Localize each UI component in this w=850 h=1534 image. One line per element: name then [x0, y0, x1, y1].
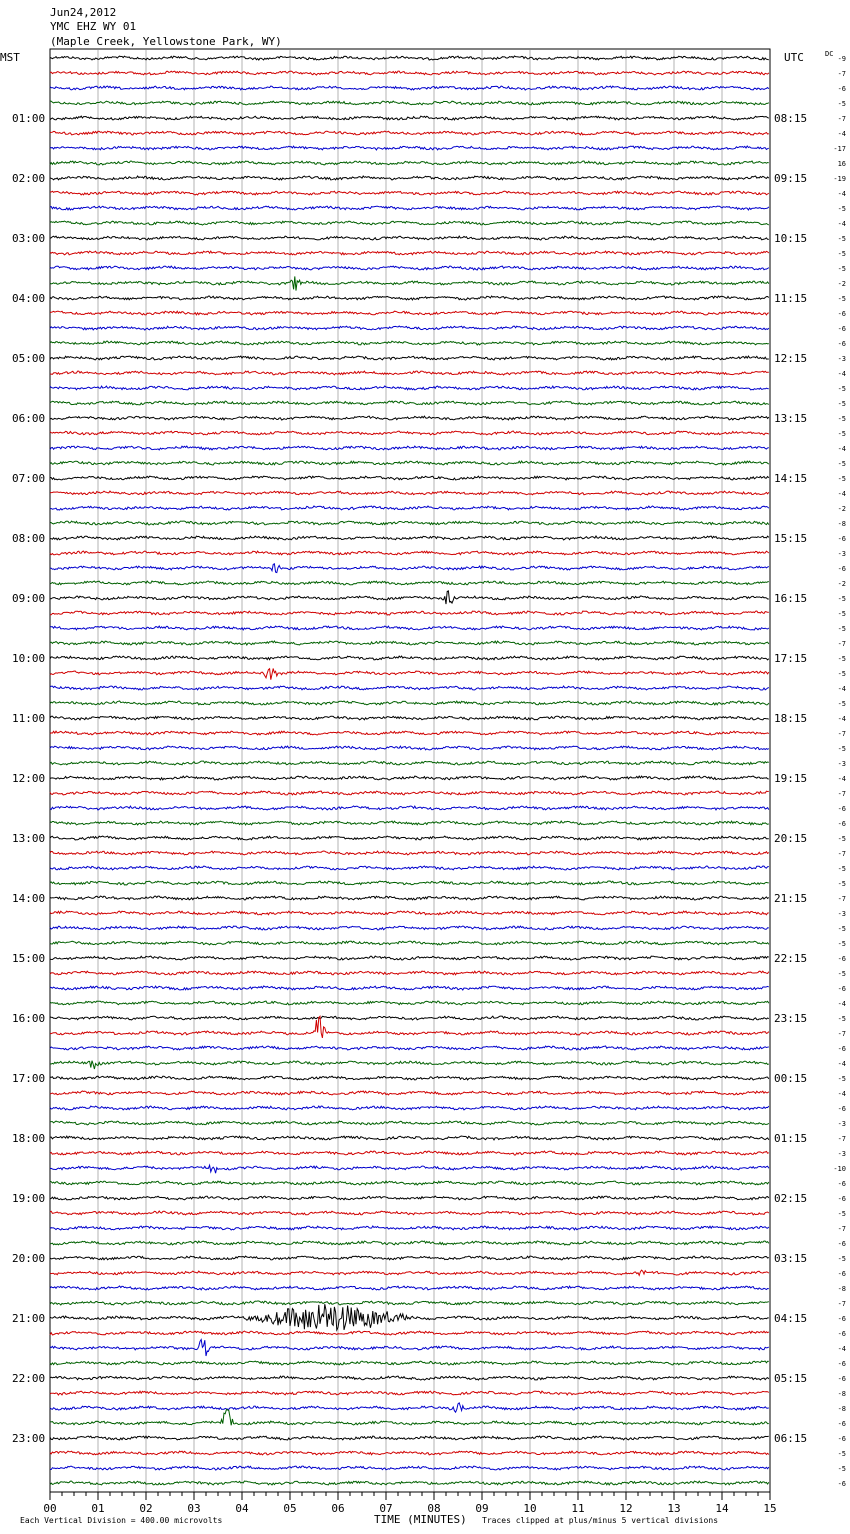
- trace-line: [50, 1196, 769, 1200]
- right-hour-label: 18:15: [774, 712, 808, 725]
- x-axis-title: TIME (MINUTES): [374, 1513, 467, 1526]
- trace-line: [50, 1061, 769, 1069]
- right-hour-label: 02:15: [774, 1192, 808, 1205]
- trace-line: [50, 521, 769, 525]
- dc-label: DC: [825, 50, 834, 58]
- dc-offset-label: -5: [837, 100, 846, 108]
- left-hour-label: 23:00: [12, 1432, 46, 1445]
- left-hour-label: 02:00: [12, 172, 46, 185]
- dc-offset-label: -5: [837, 295, 846, 303]
- left-hour-labels: [12, 112, 45, 1445]
- trace-line: [50, 836, 769, 840]
- trace-line: [50, 536, 769, 540]
- dc-offset-label: -5: [837, 415, 846, 423]
- dc-offset-label: -6: [837, 1195, 846, 1203]
- x-tick-label: 13: [667, 1502, 681, 1515]
- trace-line: [50, 71, 769, 75]
- dc-offset-label: -6: [837, 1270, 846, 1278]
- dc-offset-label: -4: [837, 190, 846, 198]
- dc-offset-label: -6: [837, 85, 846, 93]
- left-hour-label: 09:00: [12, 592, 46, 605]
- trace-line: [50, 776, 769, 780]
- right-zone-label: UTC: [784, 51, 804, 64]
- dc-offset-label: -5: [837, 700, 846, 708]
- dc-offset-label: -5: [837, 880, 846, 888]
- x-tick-label: 14: [715, 1502, 729, 1515]
- trace-line: [50, 956, 769, 960]
- left-hour-label: 15:00: [12, 952, 46, 965]
- trace-line: [50, 1301, 769, 1305]
- left-hour-label: 07:00: [12, 472, 46, 485]
- x-tick-label: 11: [571, 1502, 585, 1515]
- dc-offset-label: -7: [837, 850, 846, 858]
- trace-line: [50, 851, 769, 855]
- dc-offset-label: -5: [837, 460, 846, 468]
- trace-line: [50, 131, 769, 135]
- right-hour-label: 22:15: [774, 952, 808, 965]
- x-tick-label: 08: [427, 1502, 441, 1515]
- right-hour-label: 14:15: [774, 472, 808, 485]
- dc-offset-label: -4: [837, 220, 846, 228]
- left-hour-label: 04:00: [12, 292, 46, 305]
- dc-offset-label: -10: [833, 1165, 846, 1173]
- trace-line: [50, 416, 769, 420]
- dc-offset-label: -4: [837, 775, 846, 783]
- trace-line: [50, 1076, 769, 1080]
- dc-offset-label: -4: [837, 715, 846, 723]
- x-tick-label: 02: [139, 1502, 153, 1515]
- trace-line: [50, 926, 769, 930]
- dc-offset-label: -5: [837, 235, 846, 243]
- trace-line: [50, 669, 769, 680]
- dc-offset-label: -4: [837, 1060, 846, 1068]
- trace-line: [50, 1046, 769, 1050]
- right-hour-label: 00:15: [774, 1072, 808, 1085]
- trace-line: [50, 1451, 769, 1455]
- trace-line: [50, 176, 769, 180]
- dc-offset-label: -5: [837, 400, 846, 408]
- trace-line: [50, 1001, 769, 1005]
- dc-offset-label: -7: [837, 1300, 846, 1308]
- trace-line: [50, 1091, 769, 1095]
- dc-offset-label: -6: [837, 955, 846, 963]
- dc-offset-label: -7: [837, 115, 846, 123]
- trace-line: [50, 564, 769, 573]
- x-tick-label: 05: [283, 1502, 297, 1515]
- left-hour-label: 01:00: [12, 112, 46, 125]
- dc-offset-label: -6: [837, 1360, 846, 1368]
- left-hour-label: 17:00: [12, 1072, 46, 1085]
- dc-offset-label: -5: [837, 250, 846, 258]
- trace-line: [50, 551, 769, 555]
- dc-offset-label: -6: [837, 1315, 846, 1323]
- dc-offset-label: -6: [837, 310, 846, 318]
- trace-line: [50, 881, 769, 885]
- trace-line: [50, 1016, 769, 1020]
- dc-offset-label: -6: [837, 1435, 846, 1443]
- dc-offset-label: -8: [837, 1285, 846, 1293]
- left-hour-label: 03:00: [12, 232, 46, 245]
- trace-line: [50, 236, 769, 240]
- dc-offset-label: -4: [837, 1345, 846, 1353]
- vertical-division-note: Each Vertical Division = 400.00 microvolts: [20, 1516, 223, 1525]
- right-hour-label: 03:15: [774, 1252, 808, 1265]
- dc-offset-label: -4: [837, 685, 846, 693]
- time-axis: [43, 1492, 776, 1515]
- dc-offset-label: -2: [837, 280, 846, 288]
- trace-line: [50, 206, 769, 210]
- x-tick-label: 01: [91, 1502, 105, 1515]
- dc-offset-label: -8: [837, 1405, 846, 1413]
- dc-offset-label: -2: [837, 580, 846, 588]
- dc-offset-label: -6: [837, 1330, 846, 1338]
- trace-line: [50, 461, 769, 465]
- right-hour-label: 21:15: [774, 892, 808, 905]
- dc-offset-label: -6: [837, 985, 846, 993]
- trace-line: [50, 641, 769, 645]
- right-hour-label: 13:15: [774, 412, 808, 425]
- dc-offset-label: -7: [837, 730, 846, 738]
- right-hour-label: 06:15: [774, 1432, 808, 1445]
- trace-line: [50, 1331, 769, 1335]
- dc-offset-label: -5: [837, 670, 846, 678]
- left-hour-label: 11:00: [12, 712, 46, 725]
- trace-line: [50, 656, 769, 660]
- dc-offset-label: -5: [837, 835, 846, 843]
- trace-line: [50, 386, 769, 390]
- record-date: Jun24,2012: [50, 6, 117, 19]
- trace-line: [50, 356, 769, 360]
- trace-line: [50, 1181, 769, 1185]
- x-tick-label: 04: [235, 1502, 249, 1515]
- x-tick-label: 06: [331, 1502, 345, 1515]
- left-hour-label: 06:00: [12, 412, 46, 425]
- dc-offset-label: -6: [837, 1180, 846, 1188]
- trace-line: [50, 971, 769, 975]
- trace-line: [50, 1226, 769, 1230]
- x-tick-label: 03: [187, 1502, 201, 1515]
- dc-offset-label: -8: [837, 1390, 846, 1398]
- dc-offset-label: -7: [837, 1135, 846, 1143]
- dc-offset-label: -5: [837, 970, 846, 978]
- x-tick-label: 15: [763, 1502, 777, 1515]
- trace-line: [50, 866, 769, 870]
- dc-offset-label: -5: [837, 655, 846, 663]
- trace-line: [50, 56, 769, 60]
- right-hour-label: 08:15: [774, 112, 808, 125]
- dc-offset-label: -5: [837, 865, 846, 873]
- dc-offset-label: -3: [837, 550, 846, 558]
- trace-line: [50, 506, 769, 510]
- left-hour-label: 12:00: [12, 772, 46, 785]
- clip-note: Traces clipped at plus/minus 5 vertical divisions: [482, 1516, 719, 1525]
- trace-line: [50, 401, 769, 405]
- right-hour-label: 04:15: [774, 1312, 808, 1325]
- dc-offset-label: -5: [837, 745, 846, 753]
- left-hour-label: 10:00: [12, 652, 46, 665]
- trace-line: [50, 1241, 769, 1245]
- right-hour-label: 10:15: [774, 232, 808, 245]
- dc-offset-label: -6: [837, 1480, 846, 1488]
- left-hour-label: 18:00: [12, 1132, 46, 1145]
- trace-line: [50, 1304, 769, 1330]
- right-hour-label: 01:15: [774, 1132, 808, 1145]
- dc-offset-label: -6: [837, 1105, 846, 1113]
- dc-offset-label: -3: [837, 1150, 846, 1158]
- dc-offset-label: -5: [837, 1015, 846, 1023]
- left-zone-label: MST: [0, 51, 20, 64]
- trace-line: [50, 626, 769, 630]
- dc-offset-label: -2: [837, 505, 846, 513]
- trace-line: [50, 491, 769, 495]
- dc-offset-label: -6: [837, 1045, 846, 1053]
- trace-line: [50, 581, 769, 585]
- trace-line: [50, 1391, 769, 1395]
- x-tick-label: 12: [619, 1502, 633, 1515]
- dc-offset-label: -7: [837, 640, 846, 648]
- trace-line: [50, 1403, 769, 1412]
- left-hour-label: 19:00: [12, 1192, 46, 1205]
- trace-line: [50, 716, 769, 720]
- trace-line: [50, 941, 769, 945]
- dc-offset-label: -6: [837, 565, 846, 573]
- dc-offset-labels: [833, 55, 846, 1488]
- trace-line: [50, 911, 769, 915]
- station-location: (Maple Creek, Yellowstone Park, WY): [50, 35, 282, 48]
- trace-line: [50, 1466, 769, 1470]
- trace-line: [50, 1361, 769, 1365]
- dc-offset-label: -6: [837, 340, 846, 348]
- trace-line: [50, 341, 769, 345]
- trace-line: [50, 266, 769, 270]
- dc-offset-label: -7: [837, 1030, 846, 1038]
- trace-line: [50, 1016, 769, 1038]
- dc-offset-label: -8: [837, 520, 846, 528]
- trace-line: [50, 1340, 769, 1357]
- dc-offset-label: -5: [837, 1450, 846, 1458]
- trace-line: [50, 591, 769, 604]
- x-tick-label: 10: [523, 1502, 537, 1515]
- trace-line: [50, 746, 769, 750]
- trace-line: [50, 896, 769, 900]
- trace-line: [50, 1256, 769, 1260]
- x-tick-label: 09: [475, 1502, 489, 1515]
- trace-line: [50, 296, 769, 300]
- dc-offset-label: -3: [837, 910, 846, 918]
- trace-line: [50, 1151, 769, 1155]
- trace-line: [50, 1270, 769, 1275]
- left-hour-label: 21:00: [12, 1312, 46, 1325]
- dc-offset-label: -4: [837, 445, 846, 453]
- trace-line: [50, 221, 769, 225]
- right-hour-label: 11:15: [774, 292, 808, 305]
- left-hour-label: 05:00: [12, 352, 46, 365]
- trace-line: [50, 251, 769, 255]
- dc-offset-label: -6: [837, 325, 846, 333]
- dc-offset-label: -5: [837, 940, 846, 948]
- trace-line: [50, 1165, 769, 1173]
- trace-line: [50, 761, 769, 765]
- x-tick-label: 07: [379, 1502, 393, 1515]
- dc-offset-label: -4: [837, 1000, 846, 1008]
- trace-line: [50, 276, 769, 290]
- dc-offset-label: -7: [837, 70, 846, 78]
- right-hour-label: 23:15: [774, 1012, 808, 1025]
- right-hour-label: 12:15: [774, 352, 808, 365]
- dc-offset-label: -4: [837, 130, 846, 138]
- right-hour-label: 16:15: [774, 592, 808, 605]
- trace-line: [50, 731, 769, 735]
- minute-grid: [98, 49, 722, 1492]
- dc-offset-label: -5: [837, 595, 846, 603]
- right-hour-label: 19:15: [774, 772, 808, 785]
- dc-offset-label: -5: [837, 205, 846, 213]
- dc-offset-label: -6: [837, 805, 846, 813]
- dc-offset-label: -5: [837, 1210, 846, 1218]
- dc-offset-label: -6: [837, 820, 846, 828]
- trace-line: [50, 1121, 769, 1125]
- dc-offset-label: -5: [837, 1465, 846, 1473]
- trace-line: [50, 821, 769, 825]
- trace-line: [50, 1481, 769, 1485]
- right-hour-label: 15:15: [774, 532, 808, 545]
- dc-offset-label: -3: [837, 355, 846, 363]
- dc-offset-label: -6: [837, 1375, 846, 1383]
- dc-offset-label: -5: [837, 1075, 846, 1083]
- dc-offset-label: -3: [837, 1120, 846, 1128]
- right-hour-label: 17:15: [774, 652, 808, 665]
- trace-line: [50, 116, 769, 120]
- trace-line: [50, 431, 769, 435]
- dc-offset-label: -17: [833, 145, 846, 153]
- dc-offset-label: -5: [837, 475, 846, 483]
- left-hour-label: 16:00: [12, 1012, 46, 1025]
- trace-line: [50, 86, 769, 90]
- dc-offset-label: 16: [837, 160, 846, 168]
- trace-line: [50, 1436, 769, 1440]
- trace-line: [50, 146, 769, 150]
- trace-line: [50, 371, 769, 375]
- right-hour-labels: [774, 112, 807, 1445]
- trace-line: [50, 1410, 769, 1426]
- trace-line: [50, 1211, 769, 1215]
- trace-line: [50, 326, 769, 330]
- dc-offset-label: -6: [837, 1420, 846, 1428]
- trace-line: [50, 161, 769, 165]
- dc-offset-label: -4: [837, 490, 846, 498]
- x-tick-label: 00: [43, 1502, 57, 1515]
- left-hour-label: 14:00: [12, 892, 46, 905]
- dc-offset-label: -19: [833, 175, 846, 183]
- dc-offset-label: -6: [837, 1240, 846, 1248]
- station-code: YMC EHZ WY 01: [50, 20, 137, 33]
- right-hour-label: 20:15: [774, 832, 808, 845]
- right-hour-label: 05:15: [774, 1372, 808, 1385]
- trace-line: [50, 101, 769, 105]
- trace-line: [50, 1106, 769, 1110]
- dc-offset-label: -6: [837, 535, 846, 543]
- dc-offset-label: -5: [837, 610, 846, 618]
- plot-frame: [50, 49, 770, 1492]
- trace-line: [50, 1136, 769, 1140]
- dc-offset-label: -7: [837, 895, 846, 903]
- trace-line: [50, 806, 769, 810]
- dc-offset-label: -5: [837, 265, 846, 273]
- dc-offset-label: -7: [837, 1225, 846, 1233]
- right-hour-label: 09:15: [774, 172, 808, 185]
- left-hour-label: 13:00: [12, 832, 46, 845]
- trace-line: [50, 311, 769, 315]
- trace-line: [50, 986, 769, 990]
- dc-offset-label: -5: [837, 430, 846, 438]
- dc-offset-label: -9: [837, 55, 846, 63]
- dc-offset-label: -5: [837, 925, 846, 933]
- left-hour-label: 20:00: [12, 1252, 46, 1265]
- dc-offset-label: -3: [837, 760, 846, 768]
- trace-line: [50, 446, 769, 450]
- left-hour-label: 22:00: [12, 1372, 46, 1385]
- dc-offset-label: -5: [837, 385, 846, 393]
- trace-line: [50, 686, 769, 690]
- dc-offset-label: -4: [837, 370, 846, 378]
- trace-line: [50, 611, 769, 615]
- trace-line: [50, 191, 769, 195]
- trace-line: [50, 701, 769, 705]
- dc-offset-label: -5: [837, 1255, 846, 1263]
- trace-line: [50, 1286, 769, 1290]
- dc-offset-label: -5: [837, 625, 846, 633]
- dc-offset-label: -4: [837, 1090, 846, 1098]
- seismic-traces: [50, 56, 769, 1485]
- trace-line: [50, 476, 769, 480]
- trace-line: [50, 791, 769, 795]
- dc-offset-label: -7: [837, 790, 846, 798]
- left-hour-label: 08:00: [12, 532, 46, 545]
- trace-line: [50, 1376, 769, 1380]
